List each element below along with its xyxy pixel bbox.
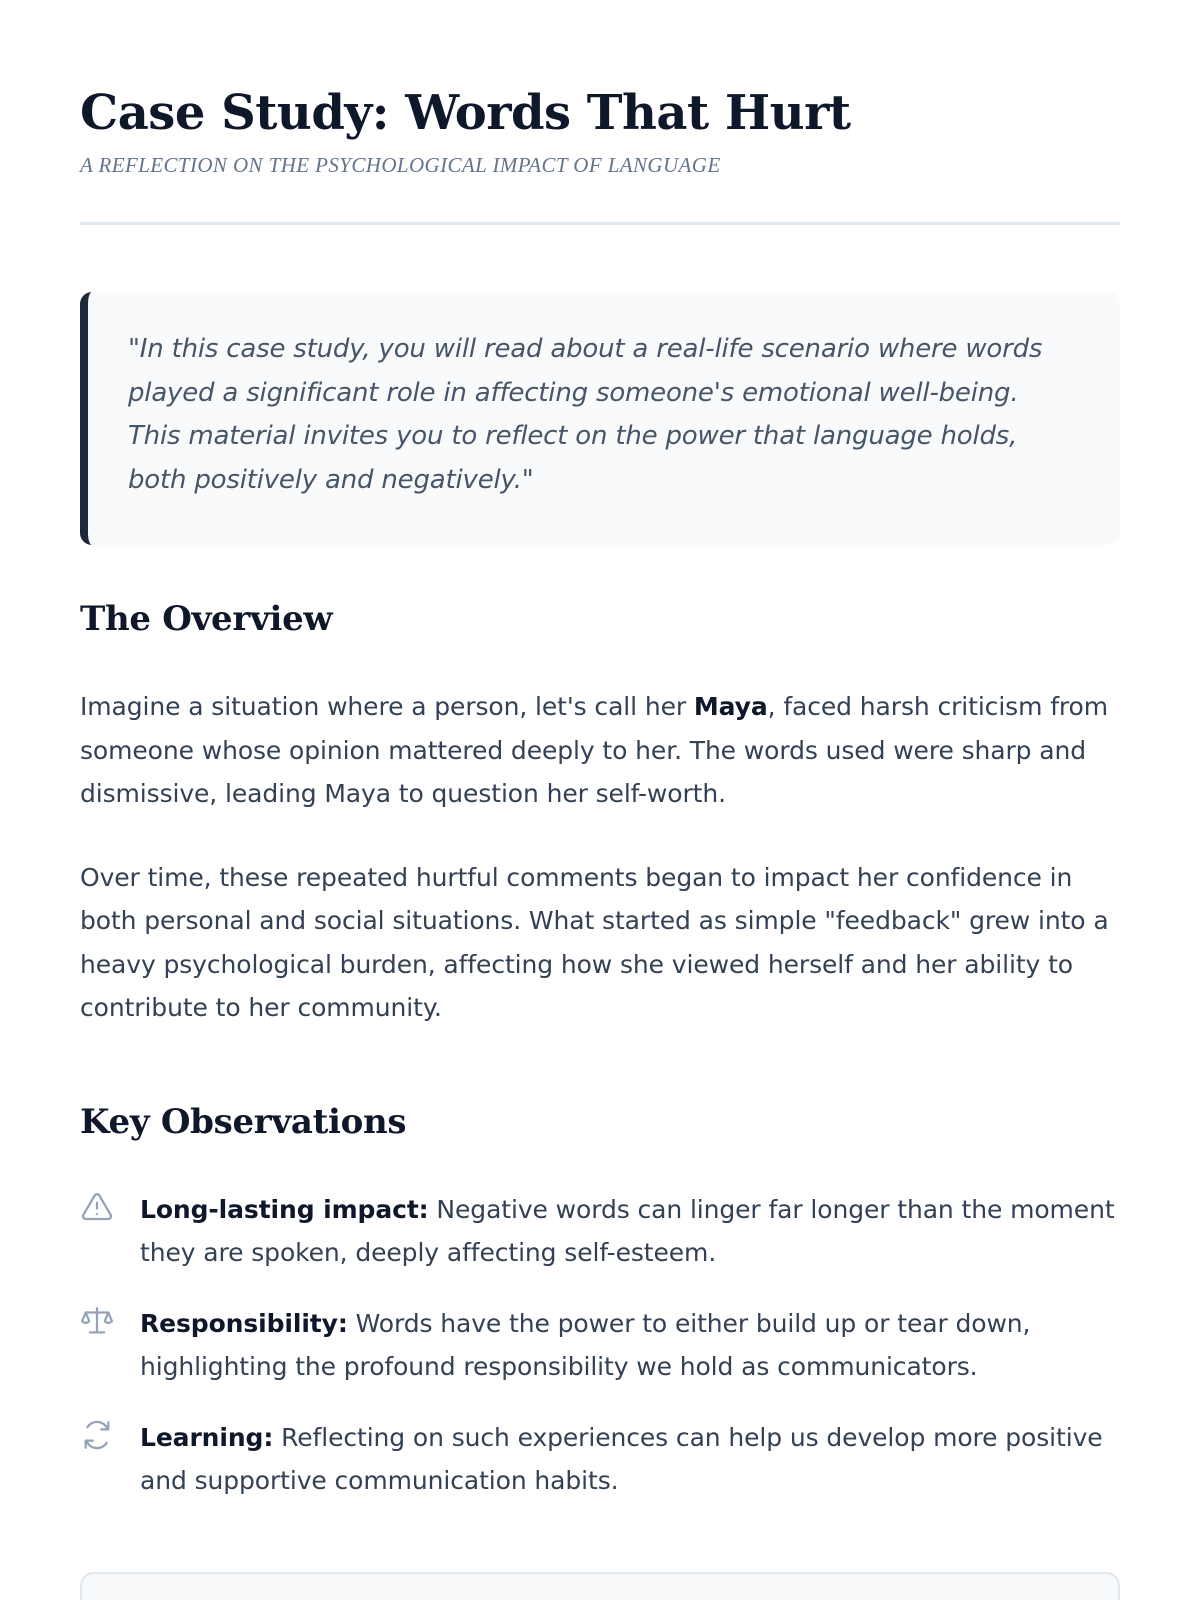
- observation-text: Negative words can linger far longer than the moment they are spoken, deeply affecting self-esteem.: [140, 1194, 1115, 1267]
- observation-item-responsibility: [80, 1302, 1120, 1389]
- overview-paragraph-2: Over time, these repeated hurtful comments began to impact her confidence in both personal and social situations. What started as simple "feedback" grew into a heavy psychological burden, affecting how she viewed herself and her ability to contribute to her community.: [80, 862, 1109, 1022]
- document-header: [80, 0, 1120, 225]
- observation-text: Words have the power to either build up or tear down, highlighting the profound responsibility we hold as communicators.: [140, 1308, 1031, 1381]
- observation-label: Learning:: [140, 1422, 274, 1452]
- observation-item-impact: [80, 1188, 1120, 1275]
- warning-triangle-icon: [80, 1190, 114, 1224]
- intro-quote: [80, 292, 1120, 545]
- page-subtitle: A REFLECTION ON THE PSYCHOLOGICAL IMPACT OF LANGUAGE: [80, 153, 721, 177]
- observation-label: Long-lasting impact:: [140, 1194, 429, 1224]
- observation-text: Reflecting on such experiences can help us develop more positive and supportive communication habits.: [140, 1422, 1103, 1495]
- observation-label: Responsibility:: [140, 1308, 348, 1338]
- bottom-card: [80, 1572, 1120, 1600]
- observation-item-learning: [80, 1416, 1120, 1503]
- observations-list: [80, 1188, 1120, 1503]
- page-title: Case Study: Words That Hurt: [80, 85, 851, 141]
- intro-quote-text: "In this case study, you will read about a real-life scenario where words played a significant role in affecting someone's emotional well-being. This material invites you to reflect on the power that language holds, both positively and negatively.": [128, 334, 1043, 495]
- overview-heading: The Overview: [80, 599, 333, 639]
- balance-scale-icon: [80, 1304, 114, 1338]
- overview-p1-after: , faced harsh criticism from someone whose opinion mattered deeply to her. The words used were sharp and dismissive, leading Maya to question her self-worth.: [80, 692, 1108, 808]
- observations-heading: Key Observations: [80, 1101, 407, 1142]
- overview-p1-before: Imagine a situation where a person, let's call her: [80, 692, 694, 721]
- refresh-cycle-icon: [80, 1418, 114, 1452]
- overview-paragraph-1: [80, 685, 1120, 816]
- person-name: Maya: [693, 692, 768, 721]
